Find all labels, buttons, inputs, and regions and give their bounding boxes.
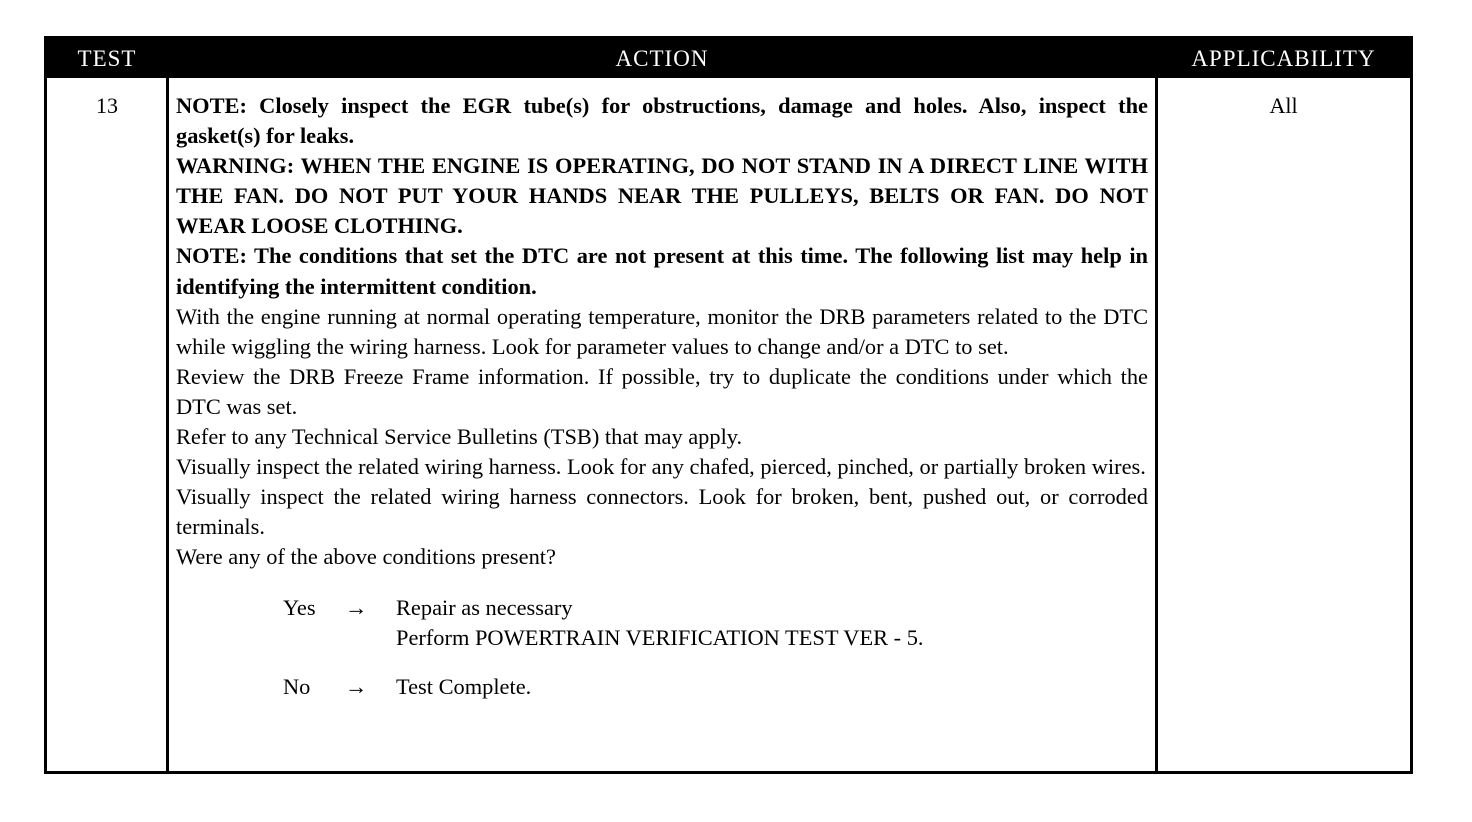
column-divider-left	[166, 78, 169, 771]
applicability-value: All	[1269, 93, 1298, 118]
test-number: 13	[96, 93, 118, 118]
answer-yes	[176, 593, 1148, 653]
step-freeze-frame: Review the DRB Freeze Frame information. If possible, try to duplicate the conditions under which the DTC was set.	[176, 363, 1148, 419]
diagnostic-test-table	[44, 36, 1413, 774]
note-egr-tube: NOTE: Closely inspect the EGR tube(s) for obstructions, damage and holes. Also, inspect the gasket(s) for leaks.	[176, 93, 1148, 149]
question: Were any of the above conditions present?	[176, 544, 556, 570]
answer-yes-line-2: Perform POWERTRAIN VERIFICATION TEST VER - 5.	[396, 624, 924, 650]
answer-yes-line-1: Repair as necessary	[396, 594, 573, 620]
answer-yes-text	[396, 593, 924, 653]
note-intermittent: NOTE: The conditions that set the DTC are not present at this time. The following list may help in identifying the intermittent condition.	[176, 243, 1148, 299]
action-cell	[176, 91, 1148, 702]
step-tsb: Refer to any Technical Service Bulletins (TSB) that may apply.	[176, 424, 743, 450]
column-divider-right	[1155, 78, 1158, 771]
header-test: TEST	[77, 46, 137, 71]
header-action: ACTION	[615, 46, 709, 71]
table-header	[47, 39, 1410, 78]
header-applicability: APPLICABILITY	[1191, 46, 1376, 71]
answer-no-line-1: Test Complete.	[396, 673, 532, 699]
answer-no-text	[396, 672, 531, 702]
step-inspect-connectors: Visually inspect the related wiring harness connectors. Look for broken, bent, pushed out, or corroded terminals.	[176, 484, 1148, 540]
warning-fan: WARNING: WHEN THE ENGINE IS OPERATING, DO NOT STAND IN A DIRECT LINE WITH THE FAN. DO NOT PUT YOUR HANDS NEAR THE PULLEYS, BELTS OR FAN. DO NOT WEAR LOOSE CLOTHING.	[176, 153, 1148, 239]
arrow-right-icon: →	[345, 673, 368, 699]
arrow-right-icon: →	[345, 594, 368, 620]
answer-yes-label: Yes	[283, 594, 316, 620]
step-inspect-harness: Visually inspect the related wiring harness. Look for any chafed, pierced, pinched, or partially broken wires.	[176, 454, 1146, 480]
answer-no-label: No	[283, 673, 311, 699]
answers	[176, 593, 1148, 702]
answer-no	[176, 672, 1148, 702]
step-monitor-drb: With the engine running at normal operating temperature, monitor the DRB parameters related to the DTC while wiggling the wiring harness. Look for parameter values to change and/or a DTC to set.	[176, 303, 1148, 359]
